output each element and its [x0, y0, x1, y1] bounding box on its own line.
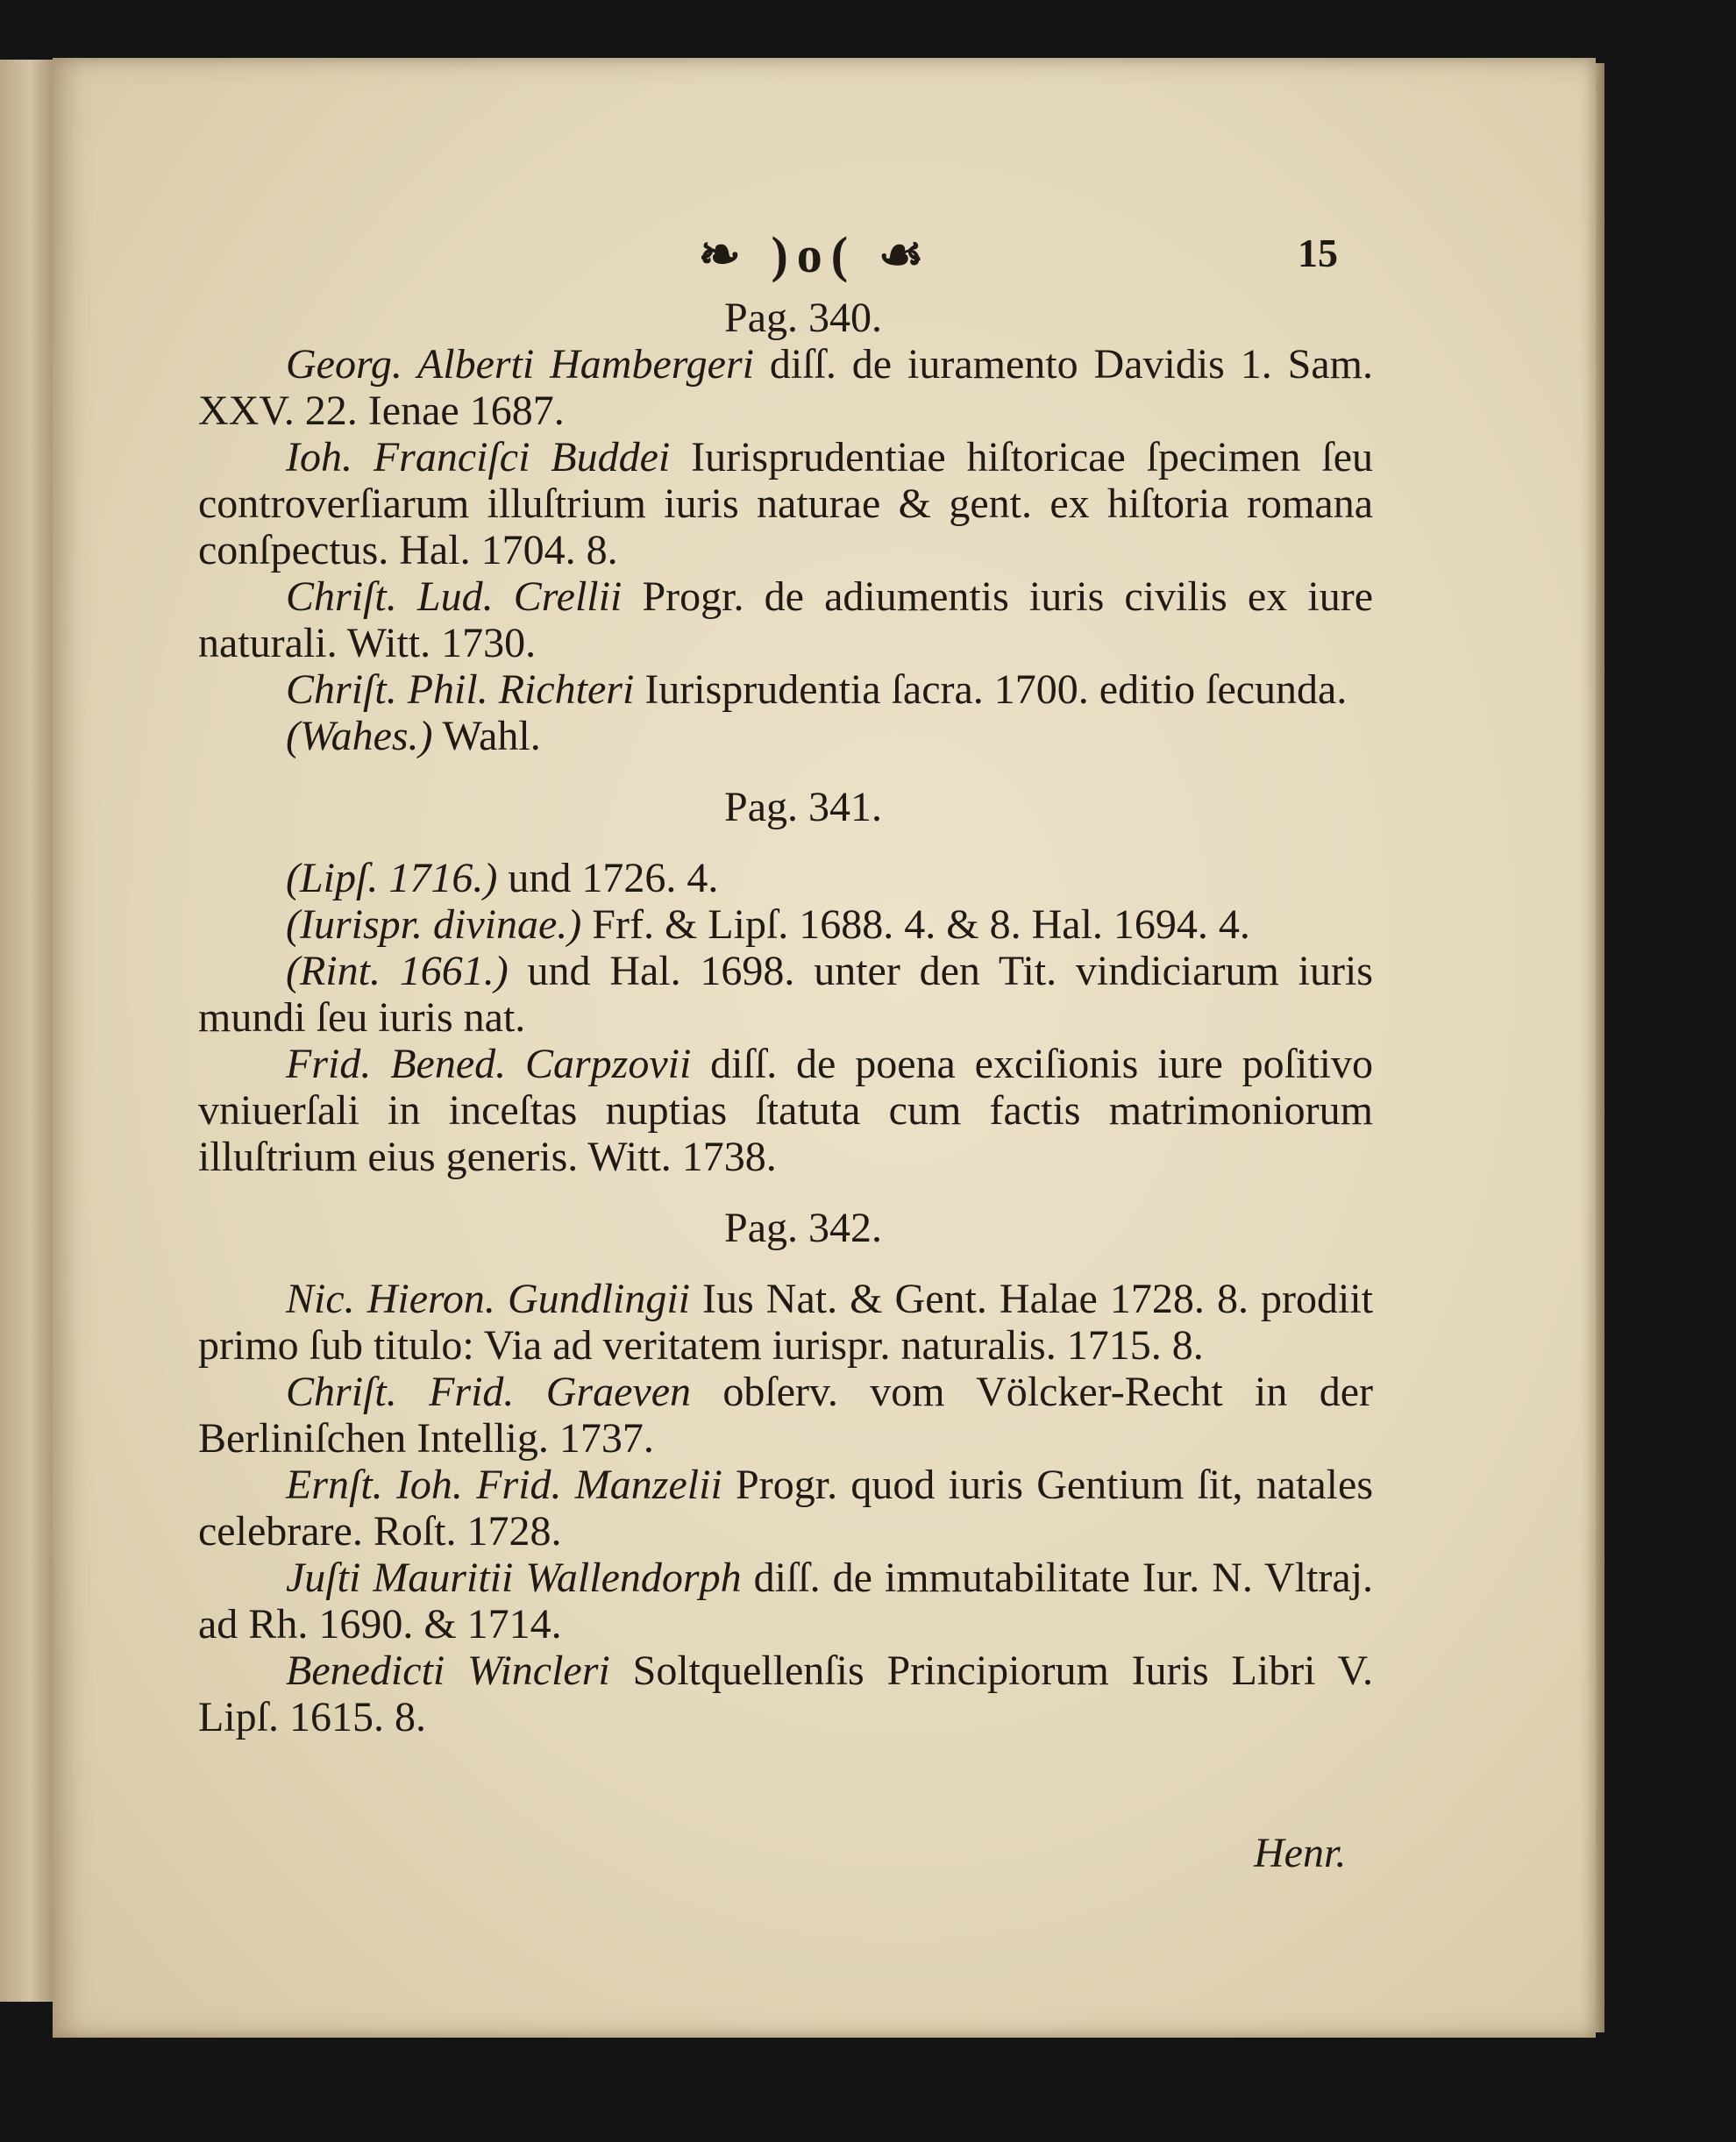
entry-author: Benedicti Wincleri: [286, 1647, 610, 1694]
book-page: [53, 58, 1596, 2038]
entry-text: diſſ. de poena exciſionis iure poſitivo vniuerſali in inceſtas nuptias ſtatuta cum factis matrimoniorum illuſtrium eius generis. Witt. 1738.: [198, 1041, 1373, 1180]
bibliography-entry: [198, 1369, 1373, 1462]
entry-text: Progr. de adiumentis iuris civilis ex iure naturali. Witt. 1730.: [198, 573, 1373, 666]
page-body: [198, 295, 1373, 1740]
entry-author: Chriſt. Phil. Richteri: [286, 666, 635, 713]
entry-author: Nic. Hieron. Gundlingii: [286, 1276, 690, 1322]
bibliography-entry: [198, 1647, 1373, 1740]
entry-text: Wahl.: [432, 713, 541, 759]
bibliography-entry: [198, 855, 1373, 901]
entry-author: (Lipſ. 1716.): [286, 855, 498, 901]
bibliography-entry: [198, 666, 1373, 713]
bibliography-entry: [198, 901, 1373, 948]
entry-text: Iurisprudentia ſacra. 1700. editio ſecunda.: [634, 666, 1348, 713]
bibliography-entry: [198, 434, 1373, 573]
entry-text: Ius Nat. & Gent. Halae 1728. 8. prodiit primo ſub titulo: Via ad veritatem iurispr. naturalis. 1715. 8.: [198, 1276, 1374, 1369]
entry-text: diſſ. de immutabilitate Iur. N. Vltraj. ad Rh. 1690. & 1714.: [198, 1555, 1374, 1647]
bibliography-entry: [198, 1462, 1373, 1555]
entry-text: Frf. & Lipſ. 1688. 4. & 8. Hal. 1694. 4.: [581, 901, 1250, 948]
bibliography-entry: [198, 1041, 1373, 1180]
page-header: [53, 224, 1596, 286]
entry-text: diſſ. de iuramento Davidis 1. Sam. XXV. 22. Ienae 1687.: [198, 341, 1373, 434]
entry-author: Chriſt. Frid. Graeven: [286, 1369, 692, 1415]
entry-text: und 1726. 4.: [497, 855, 719, 901]
entry-text: Soltquellenſis Principiorum Iuris Libri V. Lipſ. 1615. 8.: [198, 1647, 1373, 1740]
entry-text: Progr. quod iuris Gentium ſit, natales celebrare. Roſt. 1728.: [198, 1462, 1373, 1555]
entry-author: Chriſt. Lud. Crellii: [286, 573, 623, 620]
entry-text: obſerv. vom Völcker-Recht in der Berliniſchen Intellig. 1737.: [198, 1369, 1373, 1462]
page-number: 15: [1298, 231, 1338, 275]
section-heading: Pag. 340.: [724, 295, 882, 341]
entry-text: Iurisprudentiae hiſtoricae ſpecimen ſeu controverſiarum illuſtrium iuris naturae & gent. ex hiſtoria romana conſpectus. Hal. 1704. 8.: [198, 434, 1374, 573]
entry-author: Ioh. Franciſci Buddei: [286, 434, 671, 480]
heading-spacer: [198, 1251, 1373, 1276]
entry-author: Juſti Mauritii Wallendorph: [286, 1555, 742, 1601]
bibliography-entry: [198, 948, 1373, 1041]
catchword: Henr.: [1254, 1830, 1347, 1876]
entry-author: (Iurispr. divinae.): [286, 901, 582, 948]
bibliography-entry: [198, 713, 1373, 759]
section-heading: Pag. 341.: [724, 784, 882, 830]
section-spacer: [198, 1180, 1373, 1205]
entry-author: (Rint. 1661.): [286, 948, 509, 994]
bibliography-entry: [198, 341, 1373, 434]
entry-author: Frid. Bened. Carpzovii: [286, 1041, 692, 1087]
header-ornament: ❧ )o( ☙: [698, 226, 933, 283]
section-heading: Pag. 342.: [724, 1205, 882, 1251]
entry-author: Georg. Alberti Hambergeri: [286, 341, 754, 388]
entry-author: (Wahes.): [286, 713, 433, 759]
section-spacer: [198, 759, 1373, 784]
entry-author: Ernſt. Ioh. Frid. Manzelii: [286, 1462, 722, 1508]
entry-text: und Hal. 1698. unter den Tit. vindiciarum iuris mundi ſeu iuris nat.: [198, 948, 1373, 1041]
bibliography-entry: [198, 573, 1373, 666]
bibliography-entry: [198, 1555, 1373, 1647]
bibliography-entry: [198, 1276, 1373, 1369]
previous-page-edge: [0, 60, 56, 2002]
heading-spacer: [198, 830, 1373, 855]
